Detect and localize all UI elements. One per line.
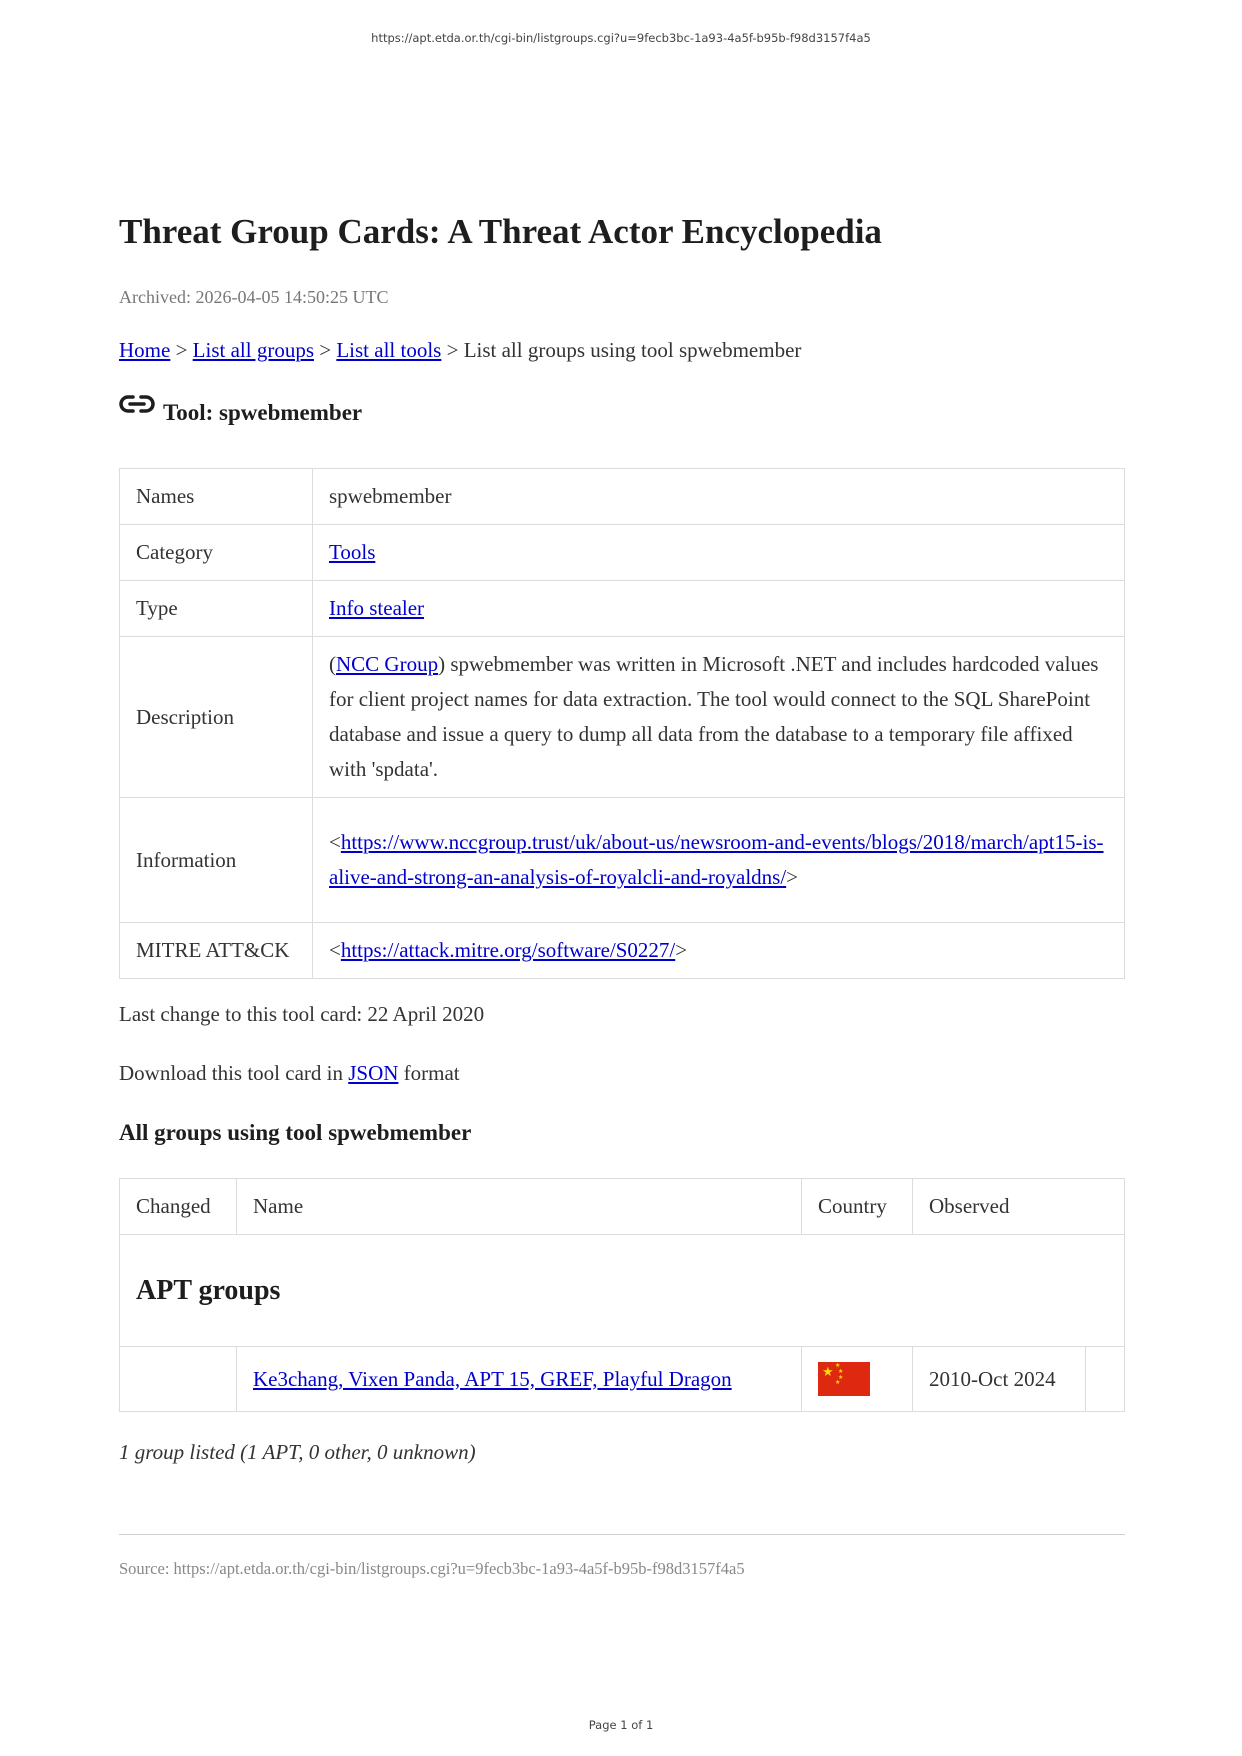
breadcrumb-separator: >: [170, 338, 193, 362]
source-url: Source: https://apt.etda.or.th/cgi-bin/listgroups.cgi?u=9fecb3bc-1a93-4a5f-b95b-f98d3157f4a5: [119, 1559, 745, 1578]
link-icon: [119, 390, 155, 418]
angle-close: >: [786, 865, 799, 889]
information-cell: [313, 798, 1125, 923]
observed-cell: 2010-Oct 2024: [913, 1347, 1086, 1412]
page-title: Threat Group Cards: A Threat Actor Encyclopedia: [119, 212, 882, 251]
table-row: [120, 798, 1125, 923]
header-changed: Changed: [120, 1179, 237, 1235]
header-country: Country: [802, 1179, 913, 1235]
type-link[interactable]: Info stealer: [329, 596, 425, 620]
divider: [119, 1534, 1125, 1535]
name-cell: [237, 1347, 802, 1412]
description-paren: (: [329, 652, 336, 676]
changed-cell: [120, 1347, 237, 1412]
category-cell: [313, 525, 1125, 581]
print-header-url: https://apt.etda.or.th/cgi-bin/listgroups.cgi?u=9fecb3bc-1a93-4a5f-b95b-f98d3157f4a5: [371, 31, 871, 45]
archived-timestamp: Archived: 2026-04-05 14:50:25 UTC: [119, 287, 389, 307]
last-change-text: Last change to this tool card: 22 April 2020: [119, 1002, 485, 1026]
group-name-link[interactable]: Ke3chang, Vixen Panda, APT 15, GREF, Playful Dragon: [253, 1366, 732, 1391]
section-row: [120, 1235, 1125, 1347]
section-title: APT groups: [120, 1235, 1125, 1347]
page-number: Page 1 of 1: [588, 1718, 654, 1732]
description-text: ) spwebmember was written in Microsoft .NET and includes hardcoded values for client project names for data extraction. The tool would connect to the SQL SharePoint database and issue a query to dump all data from the database to a temporary file affixed with 'spdata'.: [329, 652, 1099, 781]
angle-close: >: [675, 938, 688, 962]
type-cell: [313, 581, 1125, 637]
download-line: [119, 1061, 460, 1086]
china-flag-icon: ★ ★ ★ ★ ★: [818, 1362, 870, 1396]
names-value: spwebmember: [313, 469, 1125, 525]
tool-heading-text: Tool: spwebmember: [163, 400, 363, 425]
table-row: [120, 637, 1125, 798]
tool-info-table: [119, 468, 1125, 979]
breadcrumb-list-tools-link[interactable]: List all tools: [336, 338, 442, 362]
tool-heading: [119, 398, 362, 426]
groups-table: [119, 1178, 1125, 1412]
description-cell: [313, 637, 1125, 798]
table-row: [120, 581, 1125, 637]
download-prefix: Download this tool card in: [119, 1061, 349, 1085]
names-label: Names: [120, 469, 313, 525]
information-label: Information: [120, 798, 313, 923]
category-link[interactable]: Tools: [329, 540, 376, 564]
ncc-group-link[interactable]: NCC Group: [336, 652, 439, 676]
download-suffix: format: [398, 1061, 460, 1085]
groups-summary: 1 group listed (1 APT, 0 other, 0 unknown): [119, 1440, 476, 1464]
table-row: [120, 469, 1125, 525]
extra-cell: [1086, 1347, 1125, 1412]
mitre-label: MITRE ATT&CK: [120, 923, 313, 979]
table-row: [120, 923, 1125, 979]
breadcrumb-separator: >: [441, 338, 464, 362]
breadcrumb-current: List all groups using tool spwebmember: [463, 338, 802, 362]
information-link[interactable]: https://www.nccgroup.trust/uk/about-us/newsroom-and-events/blogs/2018/march/apt15-is-alive-and-strong-an-analysis-of-royalcli-and-royaldns/: [329, 830, 1104, 889]
groups-heading: All groups using tool spwebmember: [119, 1120, 472, 1145]
mitre-link[interactable]: https://attack.mitre.org/software/S0227/: [340, 938, 676, 962]
json-download-link[interactable]: JSON: [348, 1061, 399, 1085]
table-header-row: [120, 1179, 1125, 1235]
header-observed: Observed: [913, 1179, 1125, 1235]
country-cell: [802, 1347, 913, 1412]
breadcrumb-separator: >: [314, 338, 337, 362]
breadcrumb: [119, 338, 801, 363]
category-label: Category: [120, 525, 313, 581]
table-row: [120, 525, 1125, 581]
type-label: Type: [120, 581, 313, 637]
breadcrumb-list-groups-link[interactable]: List all groups: [192, 338, 314, 362]
table-row: [120, 1347, 1125, 1412]
breadcrumb-home-link[interactable]: Home: [119, 338, 171, 362]
mitre-cell: [313, 923, 1125, 979]
description-label: Description: [120, 637, 313, 798]
angle-open: <: [329, 830, 341, 854]
angle-open: <: [329, 938, 341, 962]
header-name: Name: [237, 1179, 802, 1235]
